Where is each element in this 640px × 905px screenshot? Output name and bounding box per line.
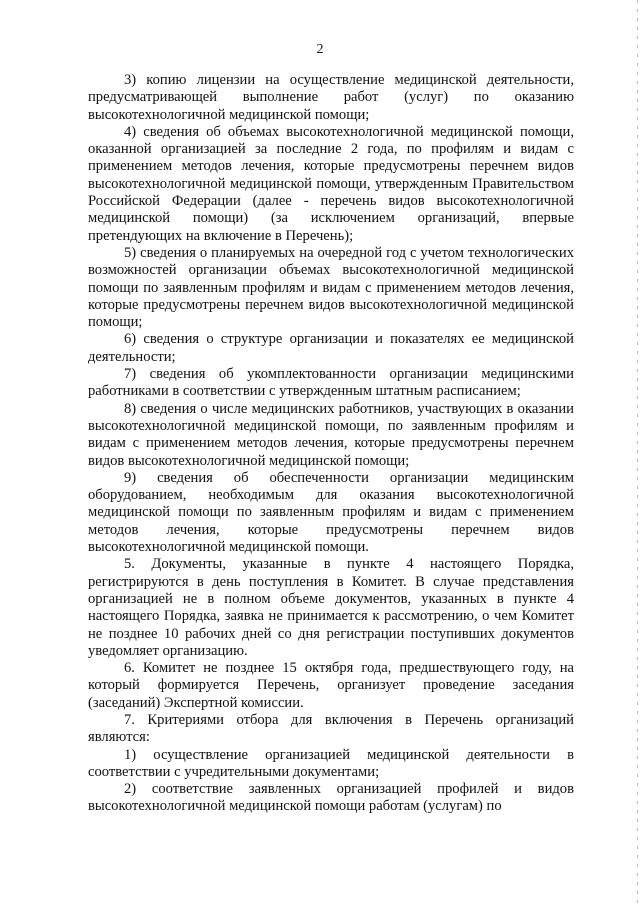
paragraph-criterion-2: 2) соответствие заявленных организацией профилей и видов высокотехнологичной медицинской помощи работам (услугам) по [88, 781, 574, 815]
page-number: 2 [316, 42, 324, 57]
paragraph-item-5-planned-volumes: 5) сведения о планируемых на очередной год с учетом технологических возможностей организации объемах высокотехнологичной медицинской помощи по заявленным профилям и видам с применением методов лечения, которые предусмотрены перечнем видов высокотехнологичной медицинской помощи; [88, 244, 574, 331]
paragraph-item-8-workers: 8) сведения о числе медицинских работников, участвующих в оказании высокотехнологичной медицинской помощи, по заявленным профилям и видам с применением методов лечения, которые предусмотрены перечнем видов высокотехнологичной медицинской помощи; [88, 400, 574, 469]
paragraph-criterion-1: 1) осуществление организацией медицинской деятельности в соответствии с учредительными документами; [88, 746, 574, 780]
paragraph-clause-5-registration: 5. Документы, указанные в пункте 4 настоящего Порядка, регистрируются в день поступления в Комитет. В случае представления организацией не в полном объеме документов, указанных в пункте 4 настоящего Порядка, заявка не принимается к рассмотрению, о чем Комитет не позднее 10 рабочих дней со дня регистрации поступивших документов уведомляет организацию. [88, 556, 574, 659]
paragraph-clause-6-commission: 6. Комитет не позднее 15 октября года, предшествующего году, на который формируется Перечень, организует проведение заседания (заседаний) Экспертной комиссии. [88, 660, 574, 711]
paragraph-item-6-structure: 6) сведения о структуре организации и показателях ее медицинской деятельности; [88, 331, 574, 365]
paragraph-clause-7-criteria: 7. Критериями отбора для включения в Перечень организаций являются: [88, 711, 574, 746]
scan-edge-line [637, 0, 638, 905]
paragraph-item-9-equipment: 9) сведения об обеспеченности организации медицинским оборудованием, необходимым для оказания высокотехнологичной медицинской помощи по заявленным профилям и видам с применением методов лечения, которые предусмотрены перечнем видов высокотехнологичной медицинской помощи. [88, 469, 574, 556]
document-body [88, 72, 574, 816]
paragraph-item-3-license: 3) копию лицензии на осуществление медицинской деятельности, предусматривающей выполнение работ (услуг) по оказанию высокотехнологичной медицинской помощи; [88, 72, 574, 123]
paragraph-item-4-volumes: 4) сведения об объемах высокотехнологичной медицинской помощи, оказанной организацией за последние 2 года, по профилям и видам с применением методов лечения, которые предусмотрены перечнем видов высокотехнологичной медицинской помощи, утвержденным Правительством Российской Федерации (далее - перечень видов высокотехнологичной медицинской помощи) (за исключением организаций, впервые претендующих на включение в Перечень); [88, 123, 574, 244]
paragraph-item-7-staffing: 7) сведения об укомплектованности организации медицинскими работниками в соответствии с утвержденным штатным расписанием; [88, 366, 574, 400]
